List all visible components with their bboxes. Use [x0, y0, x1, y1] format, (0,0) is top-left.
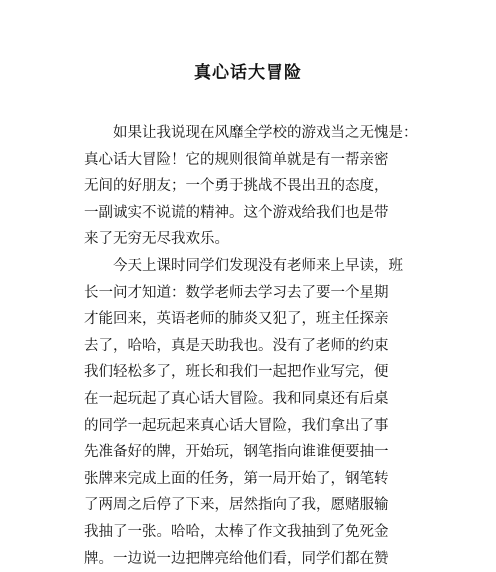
text-line: 来了无穷无尽我欢乐。 [84, 231, 229, 248]
text-line: 我们轻松多了，班长和我们一起把作业写完，便 [84, 364, 389, 381]
text-line: 先准备好的牌，开始玩，钢笔指向谁谁便要抽一 [84, 444, 389, 461]
text-line: 才能回来，英语老师的肺炎又犯了，班主任探亲 [84, 311, 389, 328]
paragraph-1 [84, 120, 434, 253]
text-line: 了两周之后停了下来，居然指向了我，愿赌服输 [84, 497, 389, 514]
text-line: 张牌来完成上面的任务，第一局开始了，钢笔转 [84, 470, 389, 487]
text-line: 在一起玩起了真心话大冒险。我和同桌还有后桌 [84, 390, 389, 407]
text-line: 如果让我说现在风靡全学校的游戏当之无愧是： [84, 125, 418, 141]
text-line: 的同学一起玩起来真心话大冒险，我们拿出了事 [84, 417, 389, 434]
text-line: 牌。一边说一边把牌亮给他们看，同学们都在赞 [84, 550, 389, 567]
text-line: 今天上课时同学们发现没有老师来上早读，班 [84, 258, 403, 274]
text-line: 一副诚实不说谎的精神。这个游戏给我们也是带 [84, 204, 389, 221]
text-line: 无间的好朋友；一个勇于挑战不畏出丑的态度， [84, 178, 389, 195]
text-line: 去了，哈哈，真是天助我也。没有了老师的约束 [84, 337, 389, 354]
text-line: 长一问才知道：数学老师去学习去了要一个星期 [84, 284, 389, 301]
paragraph-2 [84, 253, 434, 572]
text-line: 我抽了一张。哈哈，太棒了作文我抽到了免死金 [84, 523, 389, 540]
document-title: 真心话大冒险 [194, 63, 302, 83]
text-line: 真心话大冒险！它的规则很简单就是有一帮亲密 [84, 151, 389, 168]
